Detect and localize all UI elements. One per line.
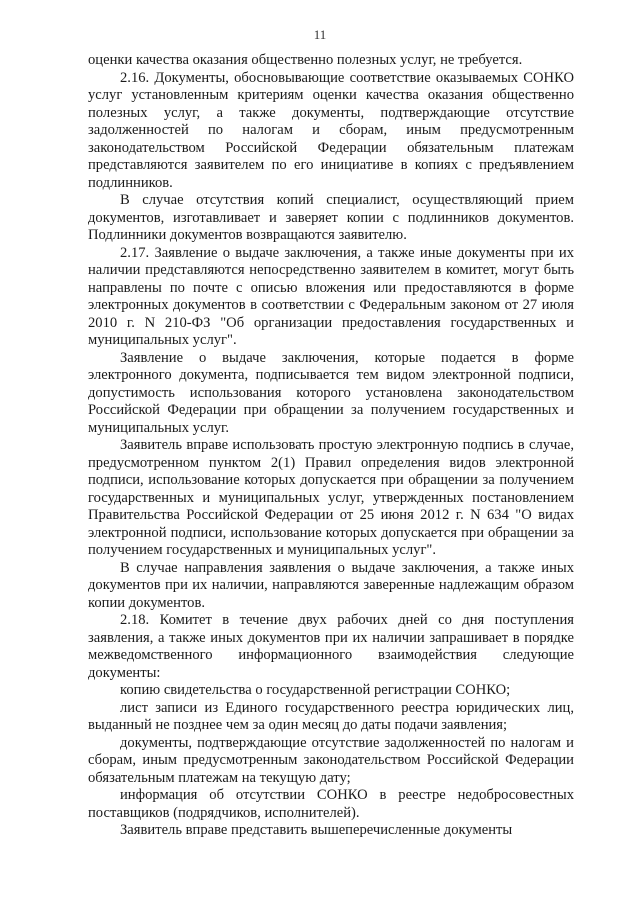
paragraph-2-18: 2.18. Комитет в течение двух рабочих дней со дня поступления заявления, а также иных документов при их наличии запрашивает в порядке межведомственного информационного взаимодействия следующие документы:	[88, 612, 574, 681]
paragraph-copies: В случае отсутствия копий специалист, осуществляющий прием документов, изготавливает и заверяет копии с подлинников документов. Подлинники документов возвращаются заявителю.	[88, 192, 574, 243]
list-item-registry-sheet: лист записи из Единого государственного реестра юридических лиц, выданный не позднее чем за один месяц до даты подачи заявления;	[88, 699, 574, 733]
list-item-unreliable-suppliers: информация об отсутствии СОНКО в реестре недобросовестных поставщиков (подрядчиков, исполнителей).	[88, 787, 574, 821]
paragraph-simple-signature: Заявитель вправе использовать простую электронную подпись в случае, предусмотренном пунктом 2(1) Правил определения видов электронной подписи, использование которых допускается при обращении за получением государственных и муниципальных услуг, утвержденных постановлением Правительства Российской Федерации от 25 июня 2012 г. N 634 "О видах электронной подписи, использование которых допускается при обращении за получением государственных и муниципальных услуг".	[88, 437, 574, 558]
paragraph-2-17: 2.17. Заявление о выдаче заключения, а также иные документы при их наличии представляются непосредственно заявителем в комитет, могут быть направлены по почте с описью вложения или предоставляются в форме электронных документов в соответствии с Федеральным законом от 27 июля 2010 г. N 210-ФЗ "Об организации предоставления государственных и муниципальных услуг".	[88, 244, 574, 348]
paragraph-mail-copies: В случае направления заявления о выдаче заключения, а также иных документов при их наличии, направляются заверенные надлежащим образом копии документов.	[88, 559, 574, 611]
document-body	[88, 52, 574, 840]
paragraph-continuation: оценки качества оказания общественно полезных услуг, не требуется.	[88, 52, 523, 68]
paragraph-applicant-right: Заявитель вправе представить вышеперечисленные документы	[120, 822, 513, 838]
page-number: 11	[313, 27, 327, 42]
paragraph-electronic-application: Заявление о выдаче заключения, которые подается в форме электронного документа, подписывается тем видом электронной подписи, допустимость использования которого установлена законодательством Российской Федерации при обращении за получением государственных и муниципальных услуг.	[88, 349, 574, 436]
paragraph-2-16: 2.16. Документы, обосновывающие соответствие оказываемых СОНКО услуг установленным критериям оценки качества оказания общественно полезных услуг, а также документы, подтверждающие отсутствие задолженностей по налогам и сборам, иным предусмотренным законодательством Российской Федерации обязательным платежам представляются заявителем по его инициативе в копиях с предъявлением подлинников.	[88, 69, 574, 191]
list-item-registration-certificate: копию свидетельства о государственной регистрации СОНКО;	[120, 682, 511, 698]
list-item-no-debts: документы, подтверждающие отсутствие задолженностей по налогам и сборам, иным предусмотренным законодательством Российской Федерации обязательным платежам на текущую дату;	[88, 734, 574, 786]
